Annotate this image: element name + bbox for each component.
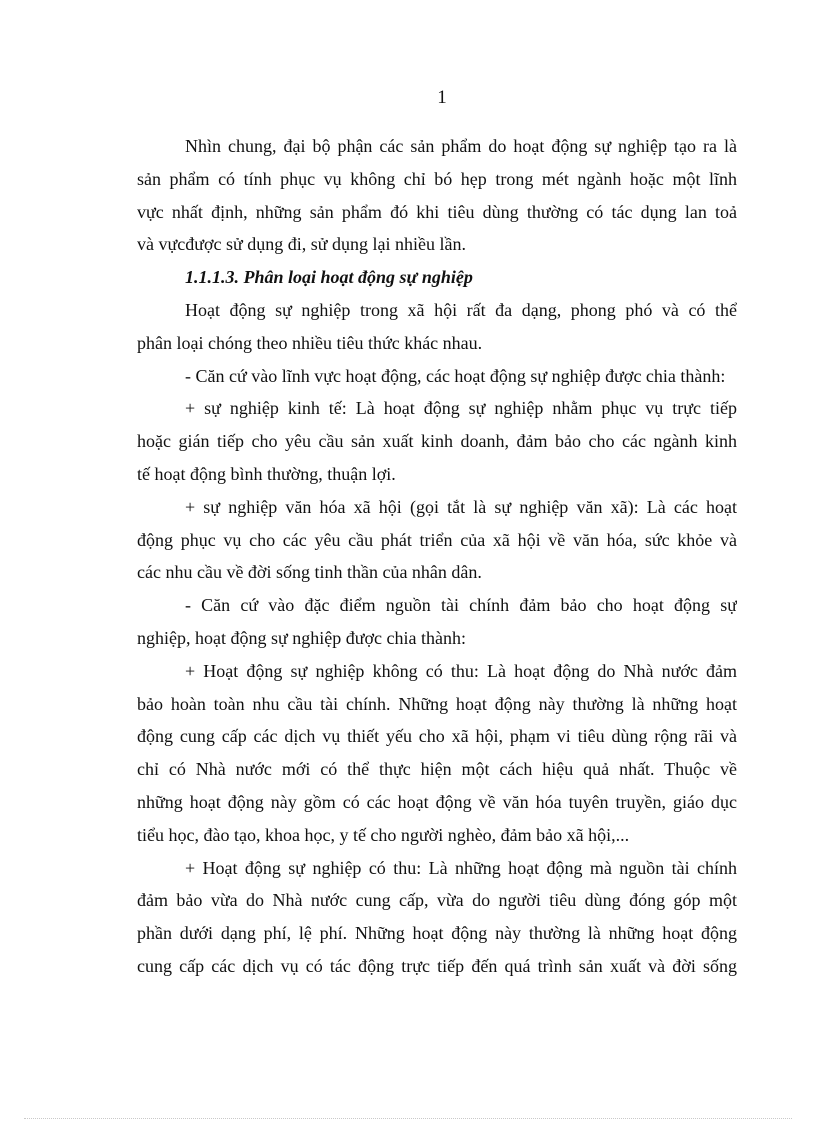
text-line: sản phẩm có tính phục vụ không chỉ bó hẹp trong mét ngành hoặc một lĩnh xyxy=(137,168,737,189)
paragraph-diversity xyxy=(137,294,737,360)
page-bottom-divider xyxy=(24,1118,792,1119)
page-number: 1 xyxy=(437,87,447,108)
text-line: + sự nghiệp kinh tế: Là hoạt động sự nghiệp nhằm phục vụ trực tiếp xyxy=(185,398,737,419)
text-line: động phục vụ cho các yêu cầu phát triển của xã hội về văn hóa, sức khỏe và xyxy=(137,529,737,550)
text-line: động cung cấp các dịch vụ thiết yếu cho xã hội, phạm vi tiêu dùng rộng rãi và xyxy=(137,726,737,747)
text-line: - Căn cứ vào lĩnh vực hoạt động, các hoạt động sự nghiệp được chia thành: xyxy=(185,365,726,386)
paragraph-non-revenue-services xyxy=(137,655,737,852)
text-line: và vựcđược sử dụng đi, sử dụng lại nhiều lần. xyxy=(137,234,466,255)
text-line: + Hoạt động sự nghiệp không có thu: Là hoạt động do Nhà nước đảm xyxy=(185,660,737,681)
text-line: tiểu học, đào tạo, khoa học, y tế cho người nghèo, đảm bảo xã hội,... xyxy=(137,824,630,845)
text-line: + sự nghiệp văn hóa xã hội (gọi tắt là sự nghiệp văn xã): Là các hoạt xyxy=(185,496,737,517)
section-heading xyxy=(137,261,737,294)
text-line: phần dưới dạng phí, lệ phí. Những hoạt động này thường là những hoạt động xyxy=(137,923,737,944)
text-line: tế hoạt động bình thường, thuận lợi. xyxy=(137,463,396,484)
text-line: chỉ có Nhà nước mới có thể thực hiện một cách hiệu quả nhất. Thuộc về xyxy=(137,759,737,780)
text-line: vực nhất định, những sản phẩm đó khi tiêu dùng thường có tác dụng lan toả xyxy=(137,201,737,222)
text-line: cung cấp các dịch vụ có tác động trực tiếp đến quá trình sản xuất và đời sống xyxy=(137,955,737,976)
text-line: những hoạt động này gồm có các hoạt động về văn hóa tuyên truyền, giáo dục xyxy=(137,791,737,812)
paragraph-economic-services xyxy=(137,392,737,490)
paragraph-by-funding-source xyxy=(137,589,737,655)
page-body xyxy=(137,130,737,983)
text-line: các nhu cầu về đời sống tinh thần của nhân dân. xyxy=(137,562,482,583)
text-line: - Căn cứ vào đặc điểm nguồn tài chính đảm bảo cho hoạt động sự xyxy=(185,595,737,616)
section-heading-text: 1.1.1.3. Phân loại hoạt động sự nghiệp xyxy=(185,267,473,288)
text-line: + Hoạt động sự nghiệp có thu: Là những hoạt động mà nguồn tài chính xyxy=(185,857,737,878)
paragraph-by-field xyxy=(137,360,737,393)
paragraph-general-characteristics xyxy=(137,130,737,261)
text-line: đảm bảo vừa do Nhà nước cung cấp, vừa do người tiêu dùng đóng góp một xyxy=(137,890,737,911)
paragraph-cultural-social-services xyxy=(137,491,737,589)
text-line: hoặc gián tiếp cho yêu cầu sản xuất kinh doanh, đảm bảo cho các ngành kinh xyxy=(137,431,737,452)
paragraph-revenue-services xyxy=(137,852,737,983)
text-line: nghiệp, hoạt động sự nghiệp được chia thành: xyxy=(137,627,466,648)
text-line: bảo hoàn toàn nhu cầu tài chính. Những hoạt động này thường là những hoạt xyxy=(137,693,737,714)
text-line: Nhìn chung, đại bộ phận các sản phẩm do hoạt động sự nghiệp tạo ra là xyxy=(185,136,737,156)
text-line: Hoạt động sự nghiệp trong xã hội rất đa dạng, phong phó và có thể xyxy=(185,299,737,320)
text-line: phân loại chóng theo nhiều tiêu thức khác nhau. xyxy=(137,332,483,353)
